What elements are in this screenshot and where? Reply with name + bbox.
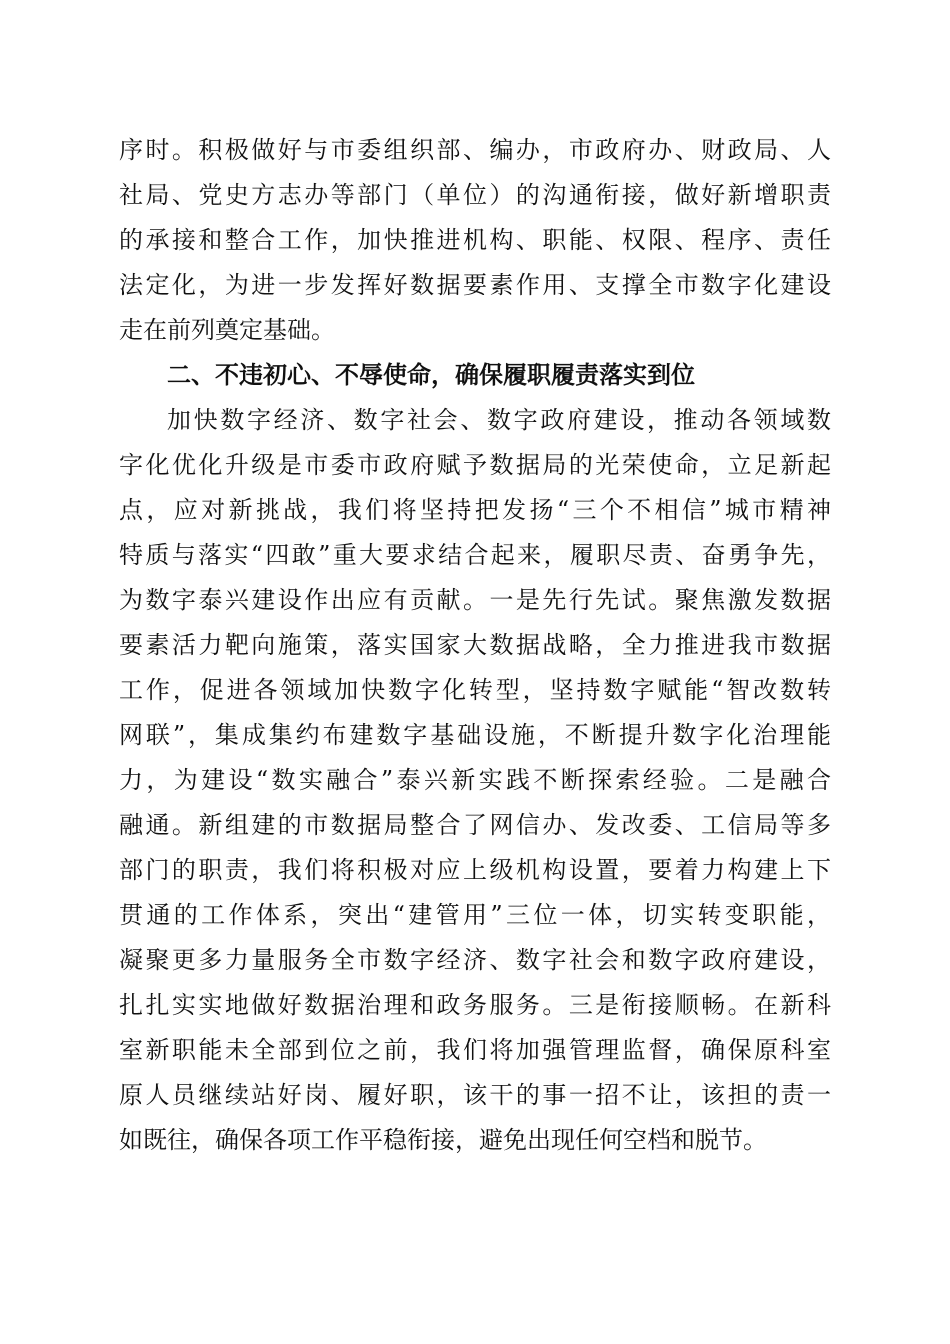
text-line: 扎扎实实地做好数据治理和政务服务。三是衔接顺畅。在新科 [119, 991, 831, 1019]
text-line: 要素活力靶向施策，落实国家大数据战略，全力推进我市数据 [119, 631, 831, 659]
text-line: 贯通的工作体系，突出“建管用”三位一体，切实转变职能， [119, 901, 831, 929]
text-line: 工作，促进各领域加快数字化转型，坚持数字赋能“智改数转 [119, 676, 831, 704]
text-line: 的承接和整合工作，加快推进机构、职能、权限、程序、责任 [119, 226, 831, 254]
text-line: 社局、党史方志办等部门（单位）的沟通衔接，做好新增职责 [119, 181, 831, 209]
text-line: 网联”，集成集约布建数字基础设施，不断提升数字化治理能 [119, 721, 831, 749]
text-line: 法定化，为进一步发挥好数据要素作用、支撑全市数字化建设 [119, 271, 831, 299]
text-line: 凝聚更多力量服务全市数字经济、数字社会和数字政府建设， [119, 946, 831, 974]
section-heading: 二、不违初心、不辱使命，确保履职履责落实到位 [167, 361, 695, 389]
text-line: 部门的职责，我们将积极对应上级机构设置，要着力构建上下 [119, 856, 831, 884]
text-line: 加快数字经济、数字社会、数字政府建设，推动各领域数 [167, 406, 831, 434]
paragraph-continuation [119, 128, 831, 353]
text-line: 融通。新组建的市数据局整合了网信办、发改委、工信局等多 [119, 811, 831, 839]
text-line: 为数字泰兴建设作出应有贡献。一是先行先试。聚焦激发数据 [119, 586, 831, 614]
text-line: 字化优化升级是市委市政府赋予数据局的光荣使命，立足新起 [119, 451, 831, 479]
text-line: 走在前列奠定基础。 [119, 316, 335, 344]
text-line: 室新职能未全部到位之前，我们将加强管理监督，确保原科室 [119, 1036, 831, 1064]
paragraph-section-two [119, 398, 831, 1163]
text-line: 点，应对新挑战，我们将坚持把发扬“三个不相信”城市精神 [119, 496, 831, 524]
document-body [119, 128, 831, 1163]
text-line: 原人员继续站好岗、履好职，该干的事一招不让，该担的责一 [119, 1081, 831, 1109]
text-line: 特质与落实“四敢”重大要求结合起来，履职尽责、奋勇争先， [119, 541, 831, 569]
text-line: 如既往，确保各项工作平稳衔接，避免出现任何空档和脱节。 [119, 1126, 767, 1154]
text-line: 力，为建设“数实融合”泰兴新实践不断探索经验。二是融合 [119, 766, 831, 794]
text-line: 序时。积极做好与市委组织部、编办，市政府办、财政局、人 [119, 136, 831, 164]
